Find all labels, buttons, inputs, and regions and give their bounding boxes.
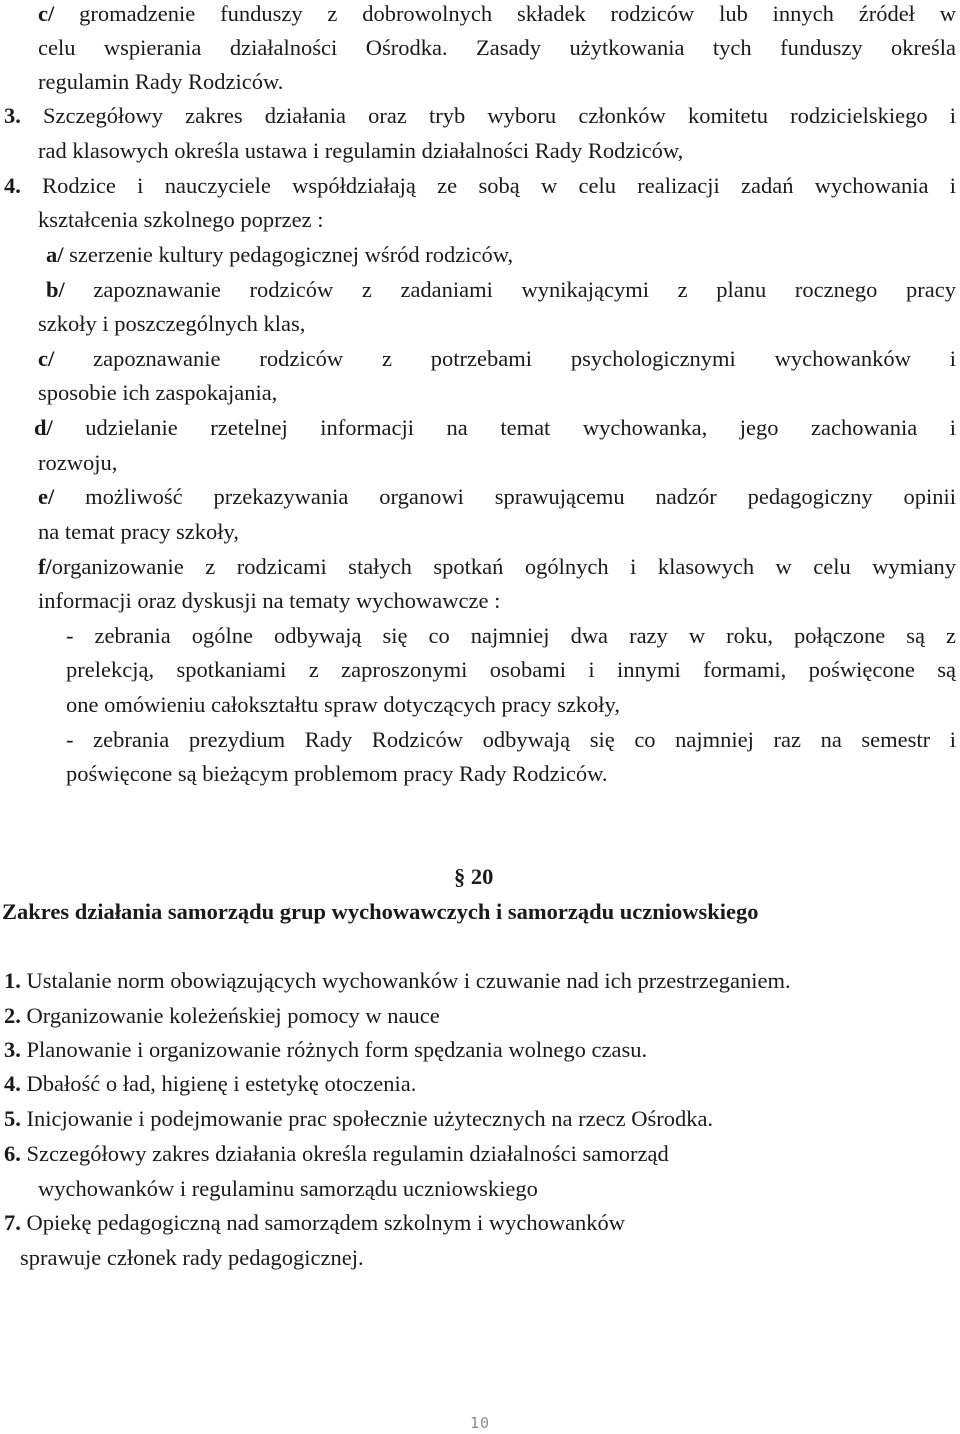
text-line: f/organizowanie z rodzicami stałych spotkań ogólnych i klasowych w celu wymiany [38, 554, 956, 579]
list-item: 1. Ustalanie norm obowiązujących wychowanków i czuwanie nad ich przestrzeganiem. [4, 968, 791, 993]
text-line: rad klasowych określa ustawa i regulamin działalności Rady Rodziców, [38, 138, 684, 163]
text-line: celu wspierania działalności Ośrodka. Zasady użytkowania tych funduszy określa [38, 35, 956, 60]
text-line: e/ możliwość przekazywania organowi sprawującemu nadzór pedagogiczny opinii [38, 484, 956, 509]
text-line: szkoły i poszczególnych klas, [38, 311, 306, 336]
list-item: 2. Organizowanie koleżeńskiej pomocy w nauce [4, 1003, 440, 1028]
list-marker: 7. [4, 1210, 21, 1235]
list-marker: c/ [38, 346, 55, 371]
text-line: informacji oraz dyskusji na tematy wychowawcze : [38, 588, 501, 613]
list-marker: 1. [4, 968, 21, 993]
list-marker: 6. [4, 1141, 21, 1166]
list-marker: 3. [4, 1037, 21, 1062]
text-line: c/ gromadzenie funduszy z dobrowolnych składek rodziców lub innych źródeł w [38, 1, 956, 26]
text-line: regulamin Rady Rodziców. [38, 69, 284, 94]
list-marker: 2. [4, 1003, 21, 1028]
text-line: a/ szerzenie kultury pedagogicznej wśród rodziców, [46, 242, 514, 267]
list-marker: f/ [38, 554, 52, 579]
list-item: 4. Dbałość o ład, higienę i estetykę otoczenia. [4, 1071, 417, 1096]
list-marker: e/ [38, 484, 55, 509]
text-line: sposobie ich zaspokajania, [38, 380, 278, 405]
list-marker: c/ [38, 1, 55, 26]
section-title: Zakres działania samorządu grup wychowawczych i samorządu uczniowskiego [2, 899, 759, 924]
text-line: b/ zapoznawanie rodziców z zadaniami wynikającymi z planu rocznego pracy [46, 277, 956, 302]
text-line: poświęcone są bieżącym problemom pracy Rady Rodziców. [66, 761, 608, 786]
list-marker: d/ [34, 415, 53, 440]
list-marker: 4. [4, 173, 21, 198]
text-line: one omówieniu całokształtu spraw dotyczących pracy szkoły, [66, 692, 620, 717]
list-item: 7. Opiekę pedagogiczną nad samorządem szkolnym i wychowanków [4, 1210, 626, 1235]
list-marker: b/ [46, 277, 65, 302]
page-number: 10 [469, 1414, 491, 1432]
text-line: na temat pracy szkoły, [38, 519, 239, 544]
text-line: d/ udzielanie rzetelnej informacji na temat wychowanka, jego zachowania i [34, 415, 956, 440]
text-line: wychowanków i regulaminu samorządu uczniowskiego [38, 1176, 538, 1201]
text-line: 4. Rodzice i nauczyciele współdziałają ze sobą w celu realizacji zadań wychowania i [4, 173, 956, 198]
text-line: kształcenia szkolnego poprzez : [38, 207, 324, 232]
text-line: c/ zapoznawanie rodziców z potrzebami psychologicznymi wychowanków i [38, 346, 956, 371]
text-line: rozwoju, [38, 450, 118, 475]
list-item: 3. Planowanie i organizowanie różnych form spędzania wolnego czasu. [4, 1037, 648, 1062]
list-marker: 5. [4, 1106, 21, 1131]
section-number: § 20 [454, 864, 494, 889]
list-marker: 3. [4, 103, 21, 128]
list-item: 5. Inicjowanie i podejmowanie prac społecznie użytecznych na rzecz Ośrodka. [4, 1106, 714, 1131]
text-line: 3. Szczegółowy zakres działania oraz tryb wyboru członków komitetu rodzicielskiego i [4, 103, 956, 128]
text-line: sprawuje członek rady pedagogicznej. [20, 1245, 364, 1270]
list-marker: a/ [46, 242, 64, 267]
list-marker: 4. [4, 1071, 21, 1096]
text-line: prelekcją, spotkaniami z zaproszonymi osobami i innymi formami, poświęcone są [66, 657, 956, 682]
text-line: - zebrania prezydium Rady Rodziców odbywają się co najmniej raz na semestr i [66, 727, 956, 752]
text-line: - zebrania ogólne odbywają się co najmniej dwa razy w roku, połączone są z [66, 623, 956, 648]
list-item: 6. Szczegółowy zakres działania określa regulamin działalności samorząd [4, 1141, 669, 1166]
